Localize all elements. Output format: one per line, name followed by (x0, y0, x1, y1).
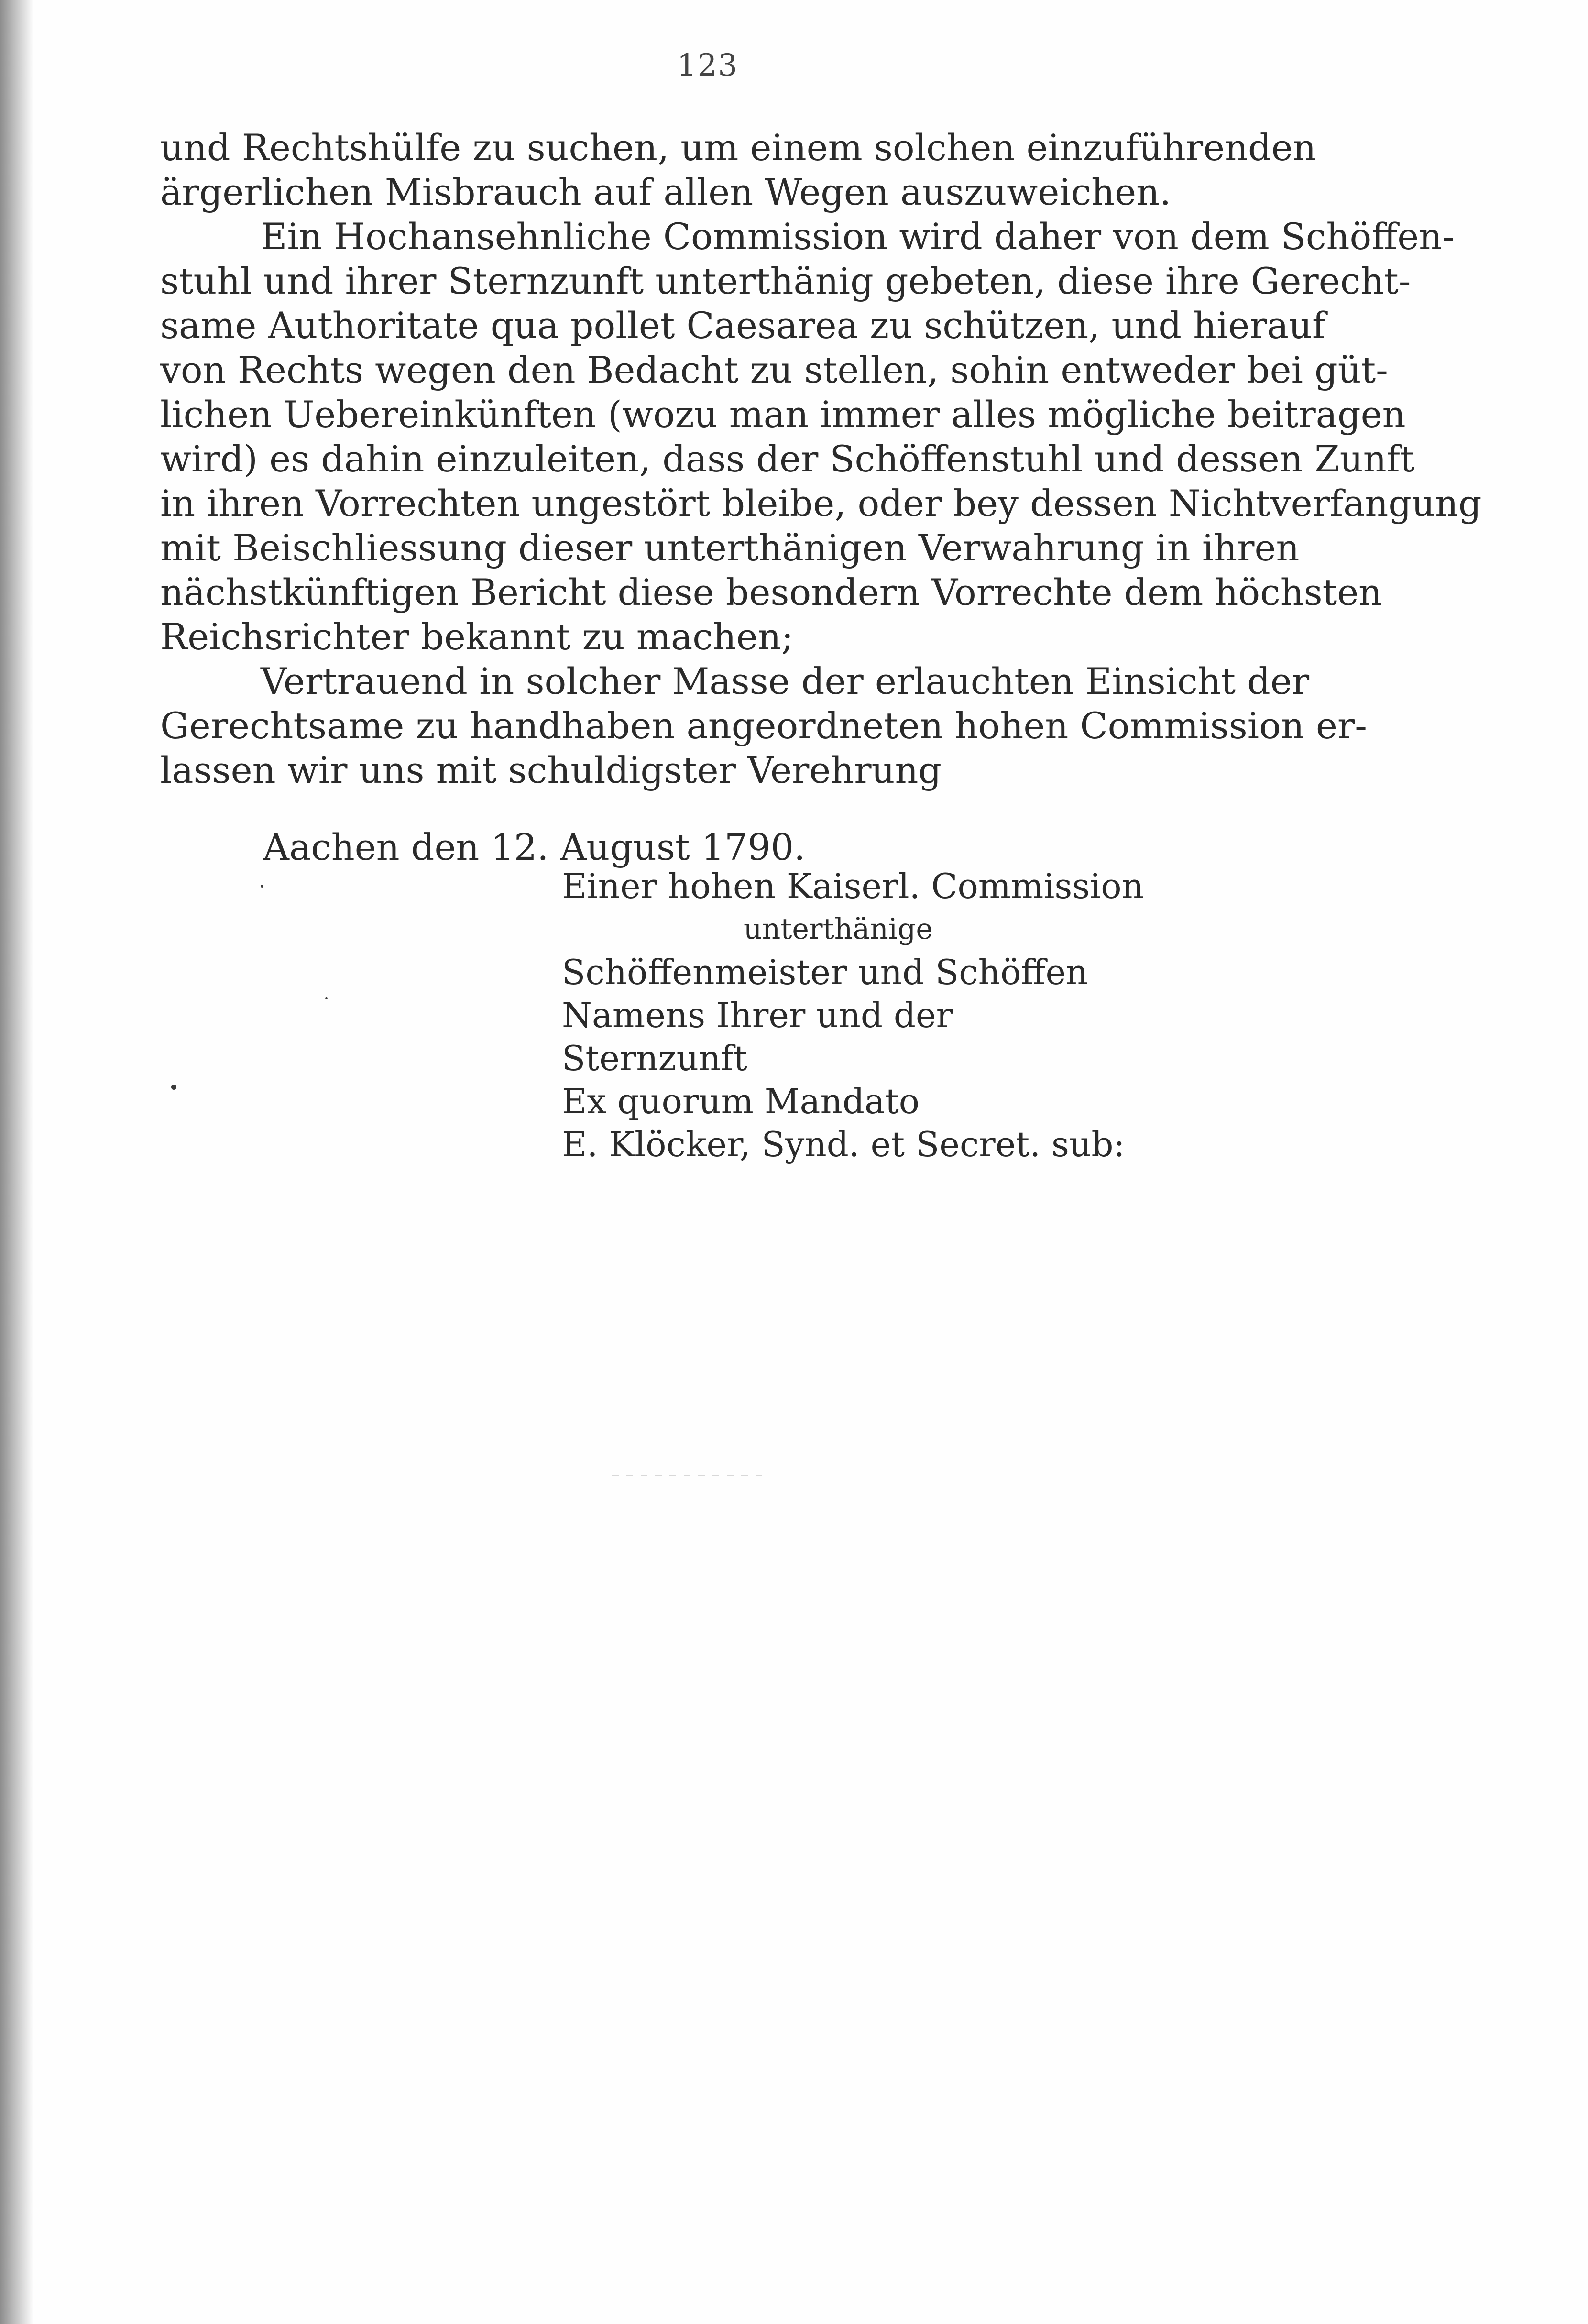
scan-speck (325, 997, 328, 999)
signature-block (562, 865, 1144, 1166)
text-line: in ihren Vorrechten ungestört bleibe, oder bey dessen Nichtverfangung (160, 482, 1482, 525)
text-line: lassen wir uns mit schuldigster Verehrung (160, 749, 942, 791)
date-line: Aachen den 12. August 1790. (263, 826, 806, 868)
signature-line: Namens Ihrer und der (562, 995, 953, 1035)
signature-line: Einer hohen Kaiserl. Commission (562, 866, 1144, 906)
signature-line: Schöffenmeister und Schöffen (562, 952, 1088, 992)
text-line: wird) es dahin einzuleiten, dass der Schöffenstuhl und dessen Zunft (160, 438, 1415, 480)
text-line: Ein Hochansehnliche Commission wird daher von dem Schöffen- (261, 215, 1455, 258)
text-line: mit Beischliessung dieser unterthänigen Verwahrung in ihren (160, 526, 1300, 569)
scan-binding-edge (0, 0, 33, 2324)
text-line: Gerechtsame zu handhaben angeordneten hohen Commission er- (160, 704, 1367, 747)
signature-line: E. Klöcker, Synd. et Secret. sub: (562, 1124, 1125, 1164)
body-text (160, 125, 1482, 792)
text-line: same Authoritate qua pollet Caesarea zu schützen, und hierauf (160, 304, 1326, 347)
scan-speck (171, 1085, 176, 1090)
text-line: ärgerlichen Misbrauch auf allen Wegen auszuweichen. (160, 171, 1172, 213)
text-line: Reichsrichter bekannt zu machen; (160, 615, 794, 658)
faint-scan-mark (612, 1475, 765, 1476)
signature-line: Sternzunft (562, 1038, 747, 1078)
page-number: 123 (677, 48, 739, 83)
scan-speck (261, 885, 263, 888)
text-line: stuhl und ihrer Sternzunft unterthänig gebeten, diese ihre Gerecht- (160, 260, 1411, 302)
signature-line: Ex quorum Mandato (562, 1081, 920, 1121)
signature-line: unterthänige (744, 912, 933, 946)
text-line: nächstkünftigen Bericht diese besondern Vorrechte dem höchsten (160, 571, 1382, 614)
text-line: lichen Uebereinkünften (wozu man immer alles mögliche beitragen (160, 393, 1406, 436)
text-line: Vertrauend in solcher Masse der erlauchten Einsicht der (261, 660, 1310, 702)
text-line: und Rechtshülfe zu suchen, um einem solchen einzuführenden (160, 126, 1316, 169)
text-line: von Rechts wegen den Bedacht zu stellen, sohin entweder bei güt- (160, 349, 1388, 391)
